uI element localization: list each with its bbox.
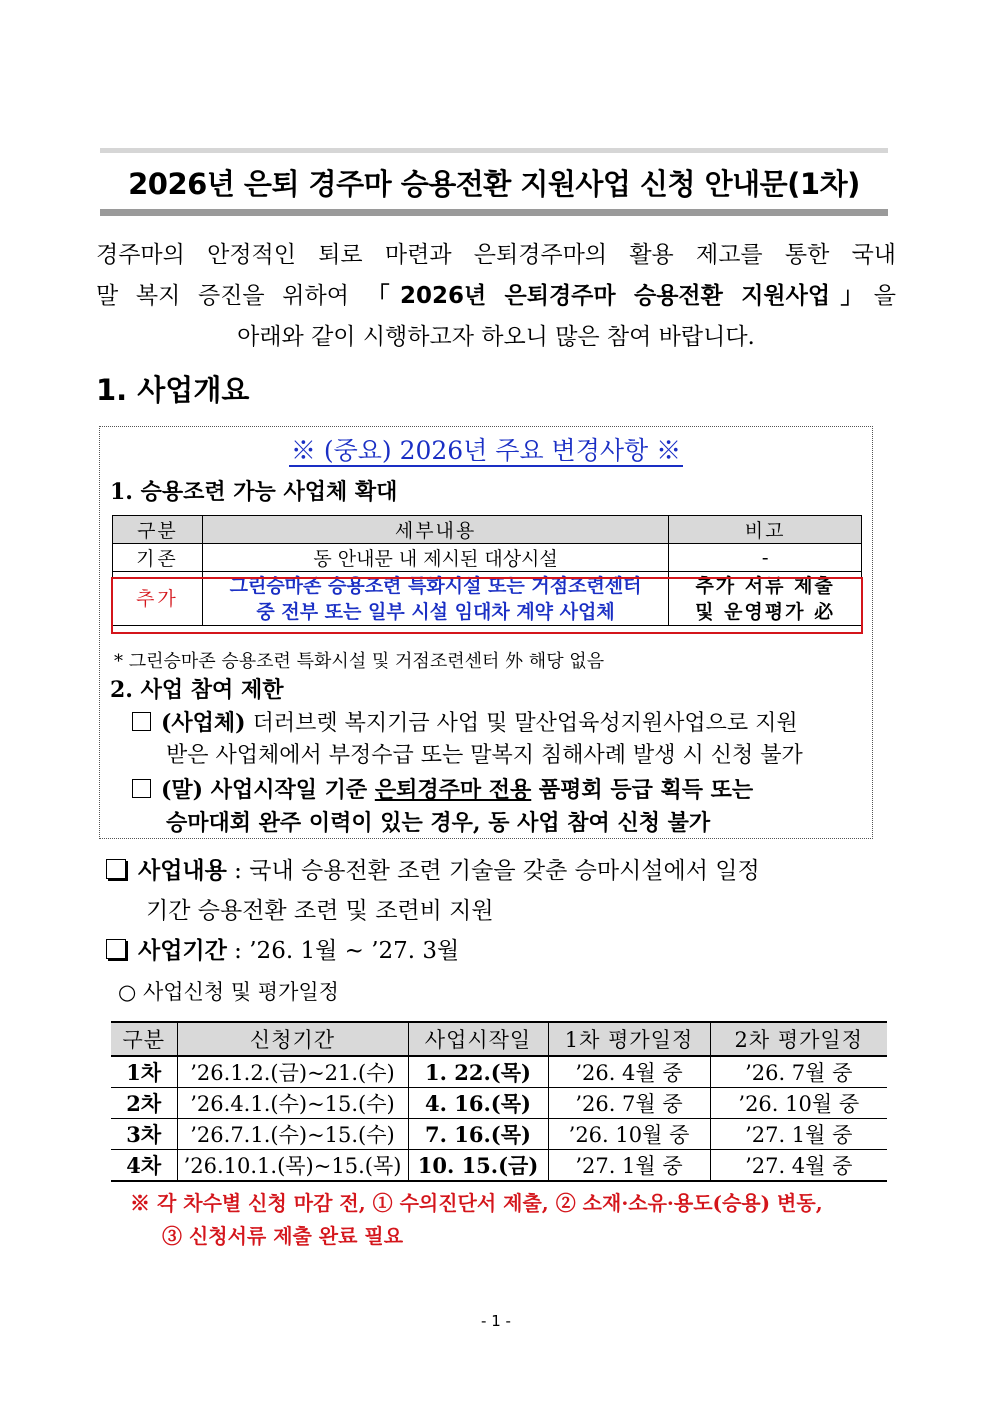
table-row-added [113,572,862,626]
cell-start: 7. 16.(목) [408,1119,548,1150]
cell-eval2: ’27. 4월 중 [710,1150,887,1182]
cell-detail [202,572,668,626]
business-period-label: 사업기간 [138,938,227,964]
schedule-header [111,1022,887,1056]
header-cell: 세부내용 [202,516,668,544]
table-row [111,1056,887,1088]
cell-round: 3차 [111,1119,177,1150]
cell-label: 추가 [113,572,203,626]
business-content-text: : 국내 승용전환 조련 기술을 갖춘 승마시설에서 일정 [226,858,760,884]
cell-label: 기존 [113,544,203,572]
cell-start: 4. 16.(목) [408,1088,548,1119]
cell-eval1: ’26. 4월 중 [548,1056,710,1088]
cell-round: 4차 [111,1150,177,1182]
note-line: 추가 서류 제출 [695,574,835,597]
cell-eval1: ’27. 1월 중 [548,1150,710,1182]
checkbox-icon [132,712,151,731]
section-heading-overview: 1. 사업개요 [96,373,250,407]
cell-period: ’26.7.1.(수)~15.(수) [177,1119,408,1150]
schedule-heading: ○ 사업신청 및 평가일정 [118,980,339,1004]
header-cell: 구분 [113,516,203,544]
restriction-horse-line-2: 승마대회 완주 이력이 있는 경우, 동 사업 참여 신청 불가 [166,810,711,836]
business-period [106,936,459,966]
detail-line: 그린승마존 승용조련 특화시설 또는 거점조련센터 [229,574,642,597]
restriction-business [132,707,798,740]
cell-eval1: ’26. 10월 중 [548,1119,710,1150]
cell-round: 2차 [111,1088,177,1119]
restriction-business-line-2: 받은 사업체에서 부정수급 또는 말복지 침해사례 발생 시 신청 불가 [166,743,803,768]
schedule-note-line-2: ③ 신청서류 제출 완료 필요 [162,1224,404,1248]
page-number: - 1 - [481,1312,511,1330]
page-title: 2026년 은퇴 경주마 승용전환 지원사업 신청 안내문(1차) [128,167,860,201]
checkbox-icon [132,779,151,798]
change-table [112,515,862,626]
schedule-note-line-1: ※ 각 차수별 신청 마감 전, ① 수의진단서 제출, ② 소재·소유·용도(승용) 변동, [130,1191,823,1215]
notice-title-text: ※ (중요) 2026년 주요 변경사항 ※ [290,436,682,465]
title-band [100,148,888,216]
notice-title [100,431,872,467]
header-cell: 구분 [111,1022,177,1056]
cell-detail: 동 안내문 내 제시된 대상시설 [202,544,668,572]
change-table-header [113,516,862,544]
notice-item-2: 2. 사업 참여 제한 [110,677,284,703]
title-bottom-rule [100,209,888,216]
restriction-business-text: 더러브렛 복지기금 사업 및 말산업육성지원사업으로 지원 [245,711,798,736]
intro-line-2-post: 을 [873,283,896,309]
cell-round: 1차 [111,1056,177,1088]
cell-note: - [669,544,862,572]
detail-line: 중 전부 또는 일부 시설 임대차 계약 사업체 [256,600,615,623]
restriction-business-label: (사업체) [161,710,246,736]
business-content-line-2: 기간 승용전환 조련 및 조련비 지원 [146,898,494,924]
cell-start: 1. 22.(목) [408,1056,548,1088]
cell-eval2: ’26. 10월 중 [710,1088,887,1119]
intro-line-2 [96,281,896,311]
restriction-horse-text-b: 품평회 등급 획득 또는 [531,777,754,803]
header-cell: 2차 평가일정 [710,1022,887,1056]
table-row [111,1119,887,1150]
schedule-table [111,1021,887,1182]
header-cell: 비고 [669,516,862,544]
cell-eval2: ’27. 1월 중 [710,1119,887,1150]
table-row-existing [113,544,862,572]
business-period-text: : ’26. 1월 ~ ’27. 3월 [226,938,460,964]
restriction-horse-text-a: (말) 사업시작일 기준 [161,777,375,803]
cell-period: ’26.4.1.(수)~15.(수) [177,1088,408,1119]
intro-line-2-pre: 말 복지 증진을 위하여 [96,283,367,309]
cell-start: 10. 15.(금) [408,1150,548,1182]
header-cell: 사업시작일 [408,1022,548,1056]
table-row [111,1150,887,1182]
header-cell: 1차 평가일정 [548,1022,710,1056]
table-row [111,1088,887,1119]
cell-period: ’26.10.1.(목)~15.(목) [177,1150,408,1182]
header-cell: 신청기간 [177,1022,408,1056]
notice-item-1: 1. 승용조련 가능 사업체 확대 [110,479,398,505]
restriction-horse-underlined: 은퇴경주마 전용 [374,777,532,803]
restriction-horse [132,774,753,806]
business-content-label: 사업내용 [138,858,227,884]
cell-eval2: ’26. 7월 중 [710,1056,887,1088]
footnote: * 그린승마존 승용조련 특화시설 및 거점조련센터 外 해당 없음 [114,651,605,672]
business-content [106,856,760,886]
notice-box [99,426,873,839]
cell-eval1: ’26. 7월 중 [548,1088,710,1119]
intro-line-1: 경주마의 안정적인 퇴로 마련과 은퇴경주마의 활용 제고를 통한 국내 [96,242,896,268]
square-bullet-icon [106,859,126,879]
square-bullet-icon [106,939,126,959]
note-line: 및 운영평가 必 [695,600,836,623]
title-top-rule [100,148,888,153]
cell-note [669,572,862,626]
intro-line-3: 아래와 같이 시행하고자 하오니 많은 참여 바랍니다. [237,324,755,350]
intro-program-name: 「2026년 은퇴경주마 승용전환 지원사업」 [366,283,874,309]
cell-period: ’26.1.2.(금)~21.(수) [177,1056,408,1088]
